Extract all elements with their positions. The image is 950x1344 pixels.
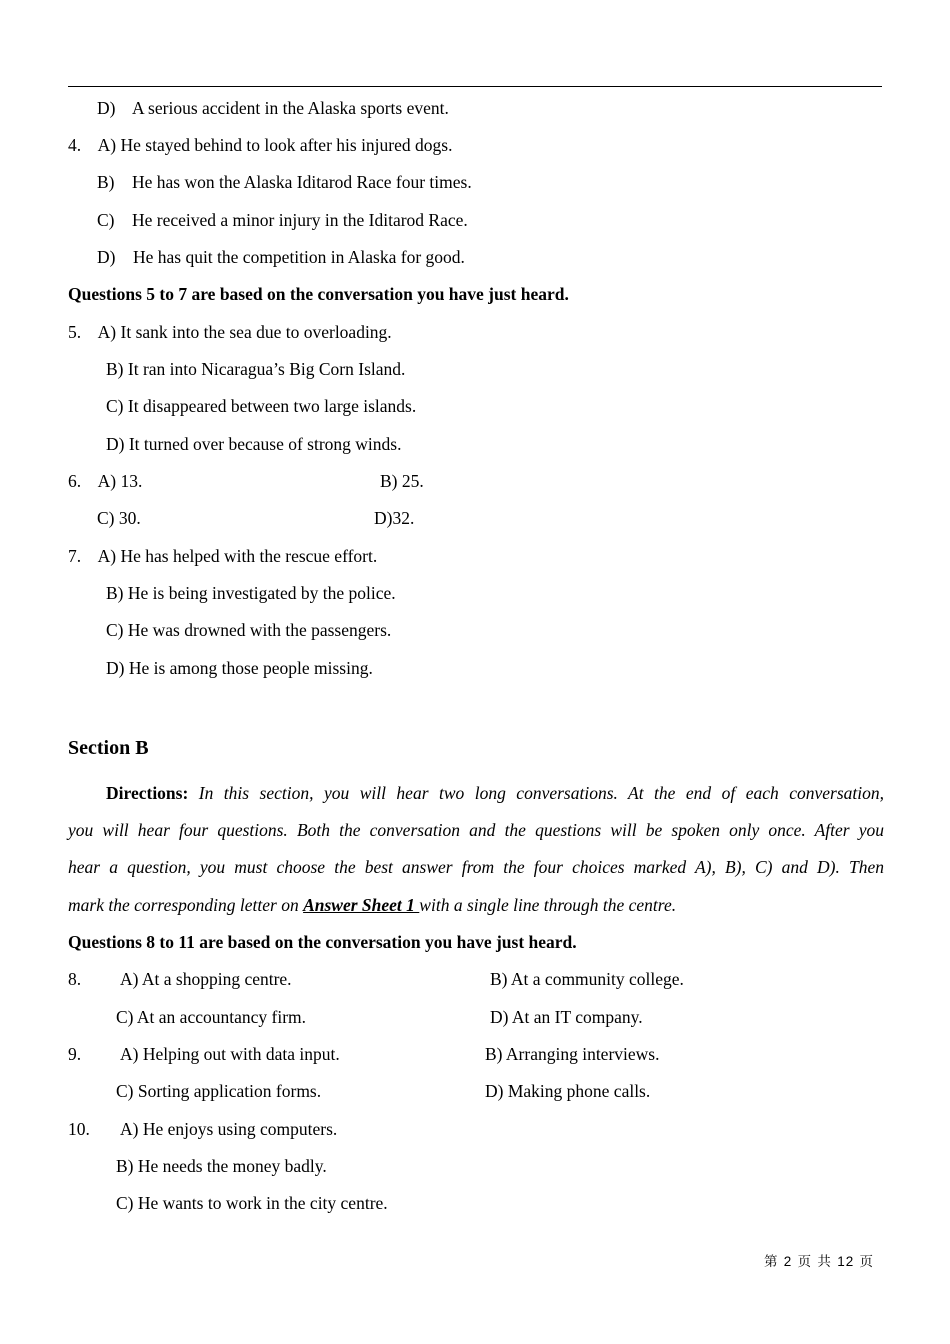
q9-option-c: C) Sorting application forms. — [116, 1081, 322, 1101]
q9-option-d: D) Making phone calls. — [485, 1081, 651, 1101]
footer-suffix: 页 — [854, 1254, 875, 1270]
q10-number: 10. — [68, 1119, 90, 1139]
q5-option-c: C) It disappeared between two large islands. — [106, 396, 417, 416]
q10-option-a: A) He enjoys using computers. — [120, 1119, 338, 1139]
directions-label: Directions: — [106, 783, 189, 803]
q5-option-b: B) It ran into Nicaragua’s Big Corn Island. — [106, 359, 406, 379]
q10-option-b: B) He needs the money badly. — [116, 1156, 327, 1176]
q10-option-c: C) He wants to work in the city centre. — [116, 1193, 388, 1213]
q7-option-c: C) He was drowned with the passengers. — [106, 620, 392, 640]
answer-sheet-label: Answer Sheet 1 — [303, 895, 420, 915]
q8-option-a: A) At a shopping centre. — [120, 969, 292, 989]
q6-option-d: D)32. — [374, 508, 415, 528]
q6-option-b: B) 25. — [380, 471, 424, 491]
q5-option-d: D) It turned over because of strong winds. — [106, 434, 402, 454]
footer-total-pages: 12 — [837, 1254, 855, 1269]
q4-option-c: C) He received a minor injury in the Iditarod Race. — [97, 210, 468, 230]
q4-option-d: D) He has quit the competition in Alaska for good. — [97, 247, 465, 267]
q9-option-b: B) Arranging interviews. — [485, 1044, 660, 1064]
directions-line-2 — [68, 820, 884, 840]
q6-option-c: C) 30. — [97, 508, 141, 528]
directions-line-4 — [68, 895, 676, 915]
directions-line-3 — [68, 857, 884, 877]
q5-option-a: 5. A) It sank into the sea due to overloading. — [68, 322, 392, 342]
q7-option-a: 7. A) He has helped with the rescue effort. — [68, 546, 378, 566]
q4-option-b: B) He has won the Alaska Iditarod Race four times. — [97, 172, 472, 192]
q7-option-b: B) He is being investigated by the police. — [106, 583, 396, 603]
q7-option-d: D) He is among those people missing. — [106, 658, 373, 678]
footer-page-number: 2 — [783, 1254, 793, 1269]
page-footer — [764, 1250, 874, 1270]
q3-option-d: D) A serious accident in the Alaska sports event. — [97, 98, 449, 118]
header-rule — [68, 86, 882, 87]
footer-prefix: 第 — [764, 1254, 784, 1270]
section-b-title: Section B — [68, 737, 149, 759]
directions-text-3: hear a question, you must choose the best answer from the four choices marked A), B), C) and D). Then — [68, 857, 884, 877]
q8-number: 8. — [68, 969, 82, 989]
q8-option-b: B) At a community college. — [490, 969, 684, 989]
group-heading-5-7: Questions 5 to 7 are based on the conversation you have just heard. — [68, 284, 569, 304]
q6-option-a: 6. A) 13. — [68, 471, 143, 491]
footer-middle: 页 共 — [792, 1254, 838, 1270]
directions-line-1 — [106, 783, 884, 803]
q4-option-a: 4. A) He stayed behind to look after his injured dogs. — [68, 135, 453, 155]
q8-option-c: C) At an accountancy firm. — [116, 1007, 307, 1027]
directions-text-2: you will hear four questions. Both the conversation and the questions will be spoken only once. After you — [68, 820, 884, 840]
q9-option-a: A) Helping out with data input. — [120, 1044, 340, 1064]
directions-text-4a: mark the corresponding letter on — [68, 895, 304, 915]
q9-number: 9. — [68, 1044, 82, 1064]
q8-option-d: D) At an IT company. — [490, 1007, 643, 1027]
directions-text-1: In this section, you will hear two long conversations. At the end of each conversation, — [198, 783, 884, 803]
group-heading-8-11: Questions 8 to 11 are based on the conversation you have just heard. — [68, 932, 577, 952]
directions-text-4b: with a single line through the centre. — [419, 895, 677, 915]
